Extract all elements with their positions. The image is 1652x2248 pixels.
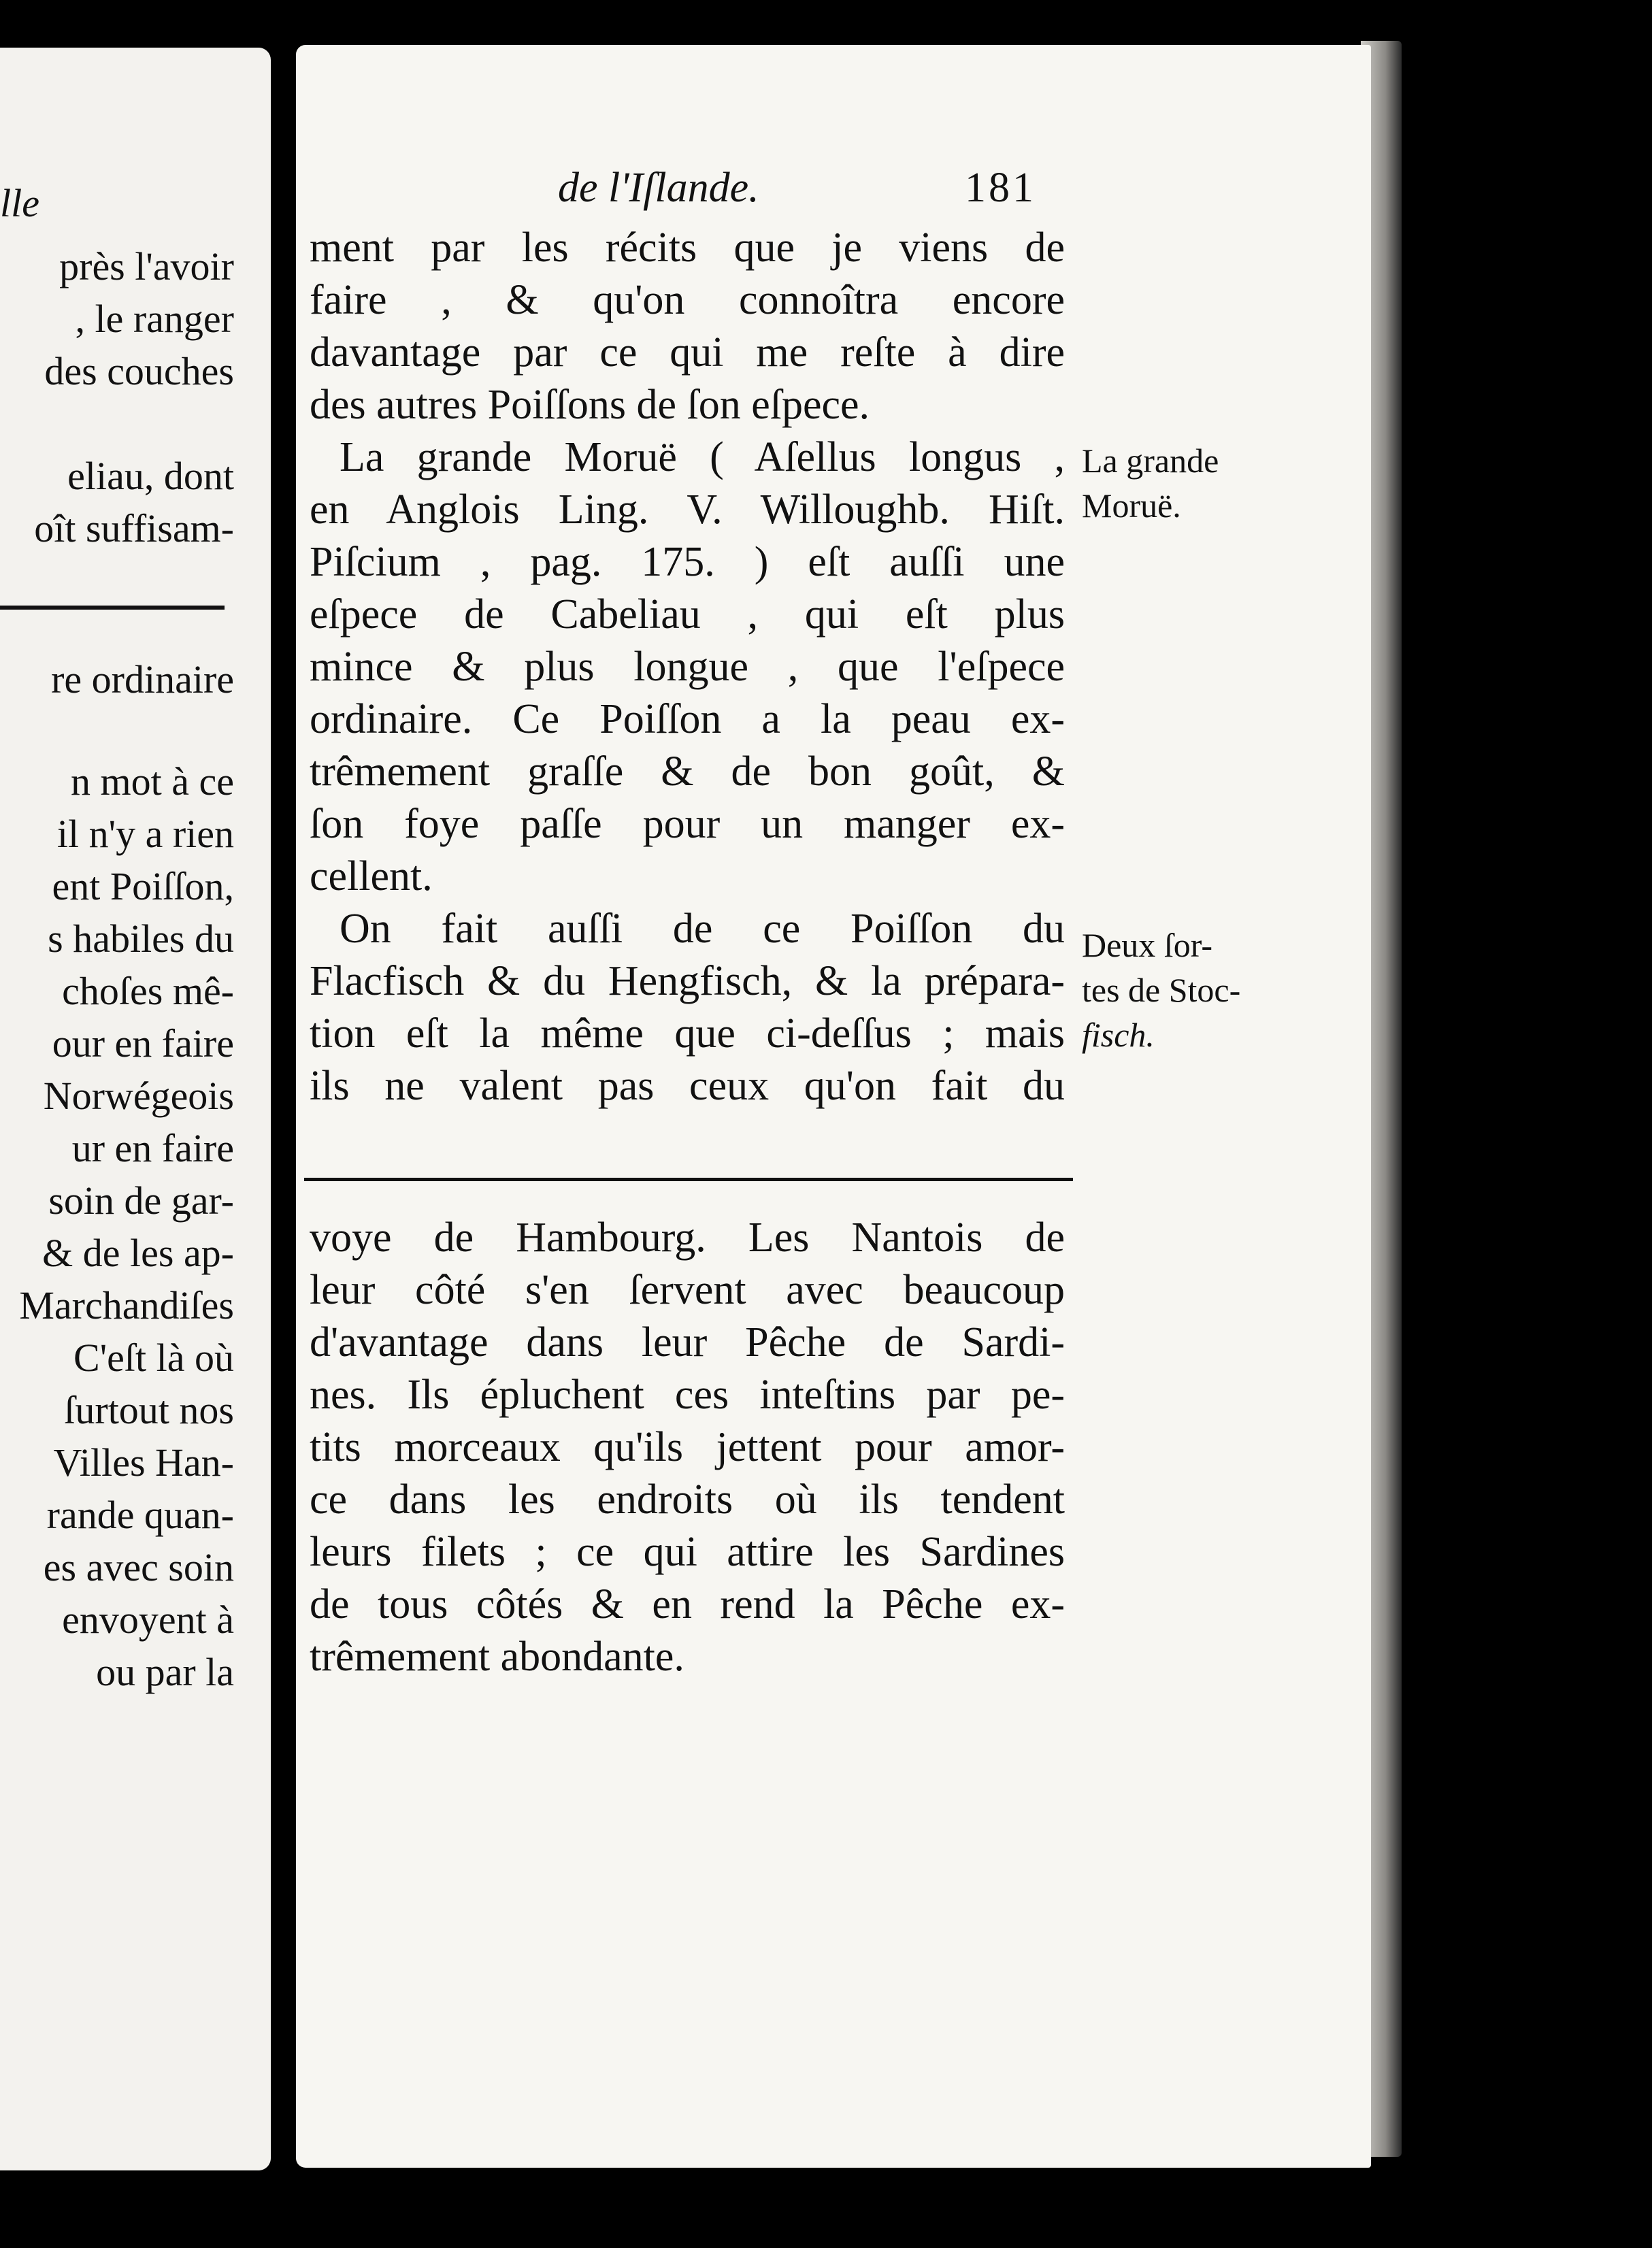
text-block-one	[310, 222, 1065, 1112]
text-line: tion eſt la même que ci-deſſus ; mais	[310, 1010, 1065, 1057]
text-line: leurs filets ; ce qui attire les Sardines	[310, 1529, 1065, 1575]
left-line: il n'y a rien	[56, 812, 234, 856]
text-line: faire , & qu'on connoîtra encore	[310, 277, 1065, 323]
left-line: ent Poiſſon,	[52, 864, 234, 908]
left-page-fragment	[0, 48, 271, 2170]
text-line: eſpece de Cabeliau , qui eſt plus	[310, 591, 1065, 638]
text-line: ce dans les endroits où ils tendent	[310, 1476, 1065, 1523]
text-line: ils ne valent pas ceux qu'on fait du	[310, 1063, 1065, 1109]
left-line: oît suffisam-	[34, 506, 234, 550]
section-rule	[304, 1178, 1073, 1181]
left-line: C'eſt là où	[73, 1336, 234, 1380]
text-line: On fait auſſi de ce Poiſſon du	[340, 906, 1065, 952]
left-line: ur en faire	[71, 1126, 234, 1170]
page-number: 181	[965, 165, 1036, 211]
text-line: ſon foye paſſe pour un manger ex-	[310, 801, 1065, 847]
left-rule	[0, 606, 225, 610]
text-line: La grande Moruë ( Aſellus longus ,	[340, 434, 1065, 480]
left-line: n mot à ce	[71, 759, 234, 804]
left-running-head: lle	[0, 181, 39, 225]
text-line: de tous côtés & en rend la Pêche ex-	[310, 1581, 1065, 1627]
left-line: près l'avoir	[59, 244, 234, 288]
left-line: , le ranger	[75, 297, 234, 341]
left-line: soin de gar-	[48, 1178, 234, 1223]
margin-note-line: fisch.	[1082, 1016, 1155, 1054]
left-line: Villes Han-	[53, 1440, 234, 1485]
text-line: nes. Ils épluchent ces inteſtins par pe-	[310, 1372, 1065, 1418]
running-title: de l'Iſlande.	[558, 165, 759, 211]
left-line: envoyent à	[62, 1598, 234, 1642]
margin-note-line: Deux ſor-	[1082, 926, 1212, 964]
margin-note-grande-morue	[1082, 438, 1219, 528]
left-line: eliau, dont	[67, 454, 234, 498]
margin-note-line: tes de Stoc-	[1082, 971, 1241, 1009]
text-line: ordinaire. Ce Poiſſon a la peau ex-	[310, 696, 1065, 742]
text-line: trêmement abondante.	[310, 1634, 684, 1680]
text-line: trêmement graſſe & de bon goût, &	[310, 748, 1065, 795]
left-line: des couches	[44, 349, 234, 393]
left-line: choſes mê-	[62, 969, 234, 1013]
left-line: es avec soin	[43, 1545, 234, 1589]
left-line: ou par la	[96, 1650, 234, 1694]
left-line: ſurtout nos	[64, 1388, 234, 1432]
text-line: davantage par ce qui me reſte à dire	[310, 329, 1065, 376]
text-line: d'avantage dans leur Pêche de Sardi-	[310, 1319, 1065, 1366]
left-line: Marchandiſes	[19, 1283, 234, 1327]
text-line: des autres Poiſſons de ſon eſpece.	[310, 382, 870, 428]
left-line: our en faire	[52, 1021, 234, 1065]
text-line: Flacfisch & du Hengfisch, & la prépara-	[310, 958, 1065, 1004]
text-line: mince & plus longue , que l'eſpece	[310, 644, 1065, 690]
left-line: rande quan-	[46, 1493, 234, 1537]
margin-note-stocfisch	[1082, 923, 1240, 1057]
margin-note-line: La grande	[1082, 442, 1219, 480]
left-line: & de les ap-	[42, 1231, 234, 1275]
text-line: en Anglois Ling. V. Willoughb. Hiſt.	[310, 486, 1065, 533]
left-line: Norwégeois	[43, 1074, 234, 1118]
book-page	[296, 45, 1371, 2168]
text-block-two	[310, 1212, 1065, 1683]
text-line: ment par les récits que je viens de	[310, 225, 1065, 271]
text-line: tits morceaux qu'ils jettent pour amor-	[310, 1424, 1065, 1470]
text-line: voye de Hambourg. Les Nantois de	[310, 1214, 1065, 1261]
left-line: re ordinaire	[51, 657, 234, 701]
left-line: s habiles du	[48, 916, 234, 961]
page-header	[296, 161, 1085, 215]
text-line: Piſcium , pag. 175. ) eſt auſſi une	[310, 539, 1065, 585]
margin-note-line: Moruë.	[1082, 486, 1181, 525]
text-line: cellent.	[310, 853, 433, 899]
text-line: leur côté s'en ſervent avec beaucoup	[310, 1267, 1065, 1313]
